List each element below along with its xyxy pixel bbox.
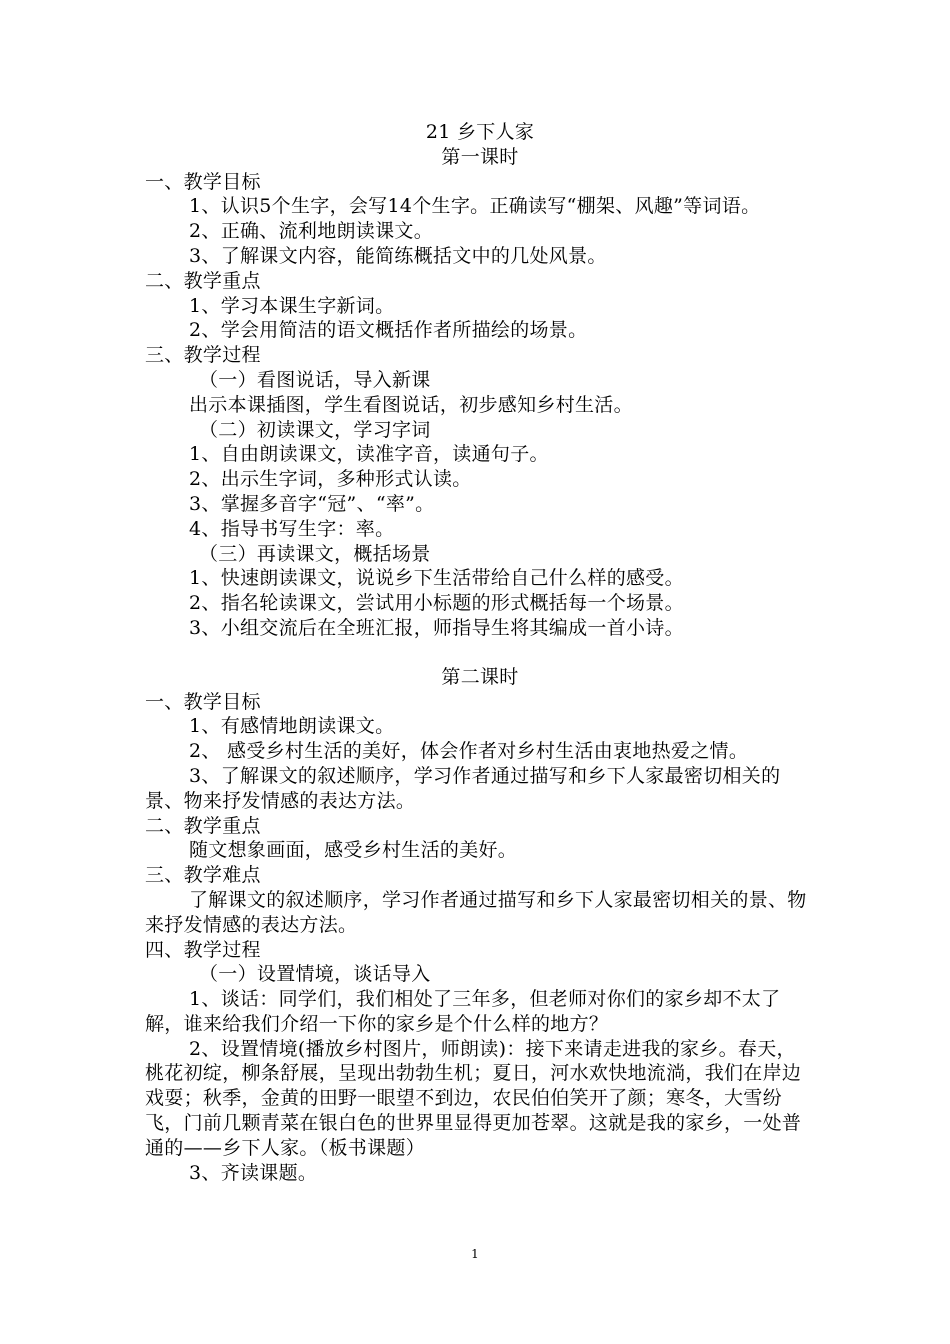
paragraph: 4、指导书写生字：率。 (189, 517, 395, 540)
section-heading: 三、教学难点 (145, 864, 261, 887)
paragraph: 随文想象画面，感受乡村生活的美好。 (189, 839, 518, 862)
paragraph: 3、掌握多音字“冠”、“率”。 (189, 492, 435, 515)
subsection-heading: （一）看图说话，导入新课 (199, 368, 431, 391)
section-heading: 三、教学过程 (145, 344, 261, 367)
paragraph: 了解课文的叙述顺序，学习作者通过描写和乡下人家最密切相关的景、物来抒发情感的表达方法。 (145, 888, 807, 936)
paragraph: 3、了解课文的叙述顺序，学习作者通过描写和乡下人家最密切相关的景、物来抒发情感的表达方法。 (145, 764, 781, 812)
paragraph: 2、指名轮读课文，尝试用小标题的形式概括每一个场景。 (189, 592, 684, 615)
paragraph: 3、小组交流后在全班汇报，师指导生将其编成一首小诗。 (189, 616, 684, 639)
paragraph: 2、学会用简洁的语文概括作者所描绘的场景。 (189, 319, 588, 342)
paragraph: 2、 感受乡村生活的美好，体会作者对乡村生活由衷地热爱之情。 (189, 740, 749, 763)
section-heading: 四、教学过程 (145, 938, 261, 961)
paragraph: 1、自由朗读课文，读准字音，读通句子。 (189, 443, 549, 466)
document-title: 21 乡下人家 (425, 121, 535, 143)
paragraph: 3、了解课文内容，能简练概括文中的几处风景。 (189, 244, 607, 267)
paragraph: 3、齐读课题。 (189, 1161, 318, 1184)
section-heading: 一、教学目标 (145, 170, 261, 193)
paragraph: 1、快速朗读课文，说说乡下生活带给自己什么样的感受。 (189, 567, 684, 590)
blank-line (145, 641, 815, 665)
paragraph: 2、设置情境(播放乡村图片，师朗读)：接下来请走进我的家乡。春天，桃花初绽，柳条舒展，呈现出勃勃生机；夏日，河水欢快地流淌，我们在岸边戏耍；秋季，金黄的田野一眼望不到边，农民伯伯笑开了颜；寒冬，大雪纷飞，门前几颗青菜在银白色的世界里显得更加苍翠。这就是我的家乡，一处普通的——乡下人家。（板书课题） (145, 1037, 802, 1159)
section-heading: 二、教学重点 (145, 269, 261, 292)
paragraph: 1、谈话：同学们，我们相处了三年多，但老师对你们的家乡却不太了解，谁来给我们介绍一下你的家乡是个什么样的地方？ (145, 988, 781, 1035)
paragraph: 1、认识5个生字，会写14个生字。正确读写“棚架、风趣”等词语。 (189, 195, 761, 218)
subsection-heading: （三）再读课文，概括场景 (199, 542, 431, 565)
page-number: 1 (471, 1247, 479, 1261)
paragraph: 1、学习本课生字新词。 (189, 294, 395, 317)
paragraph: 2、出示生字词，多种形式认读。 (189, 468, 472, 491)
paragraph: 2、正确、流利地朗读课文。 (189, 220, 433, 243)
paragraph: 1、有感情地朗读课文。 (189, 715, 395, 738)
paragraph: 出示本课插图，学生看图说话，初步感知乡村生活。 (189, 393, 633, 416)
subsection-heading: （二）初读课文，学习字词 (199, 418, 431, 441)
section-heading: 二、教学重点 (145, 814, 261, 837)
section-heading: 一、教学目标 (145, 690, 261, 713)
subsection-heading: （一）设置情境，谈话导入 (199, 963, 431, 986)
document-body (145, 120, 815, 1185)
lesson2-heading: 第二课时 (441, 665, 519, 688)
lesson1-heading: 第一课时 (441, 145, 519, 168)
